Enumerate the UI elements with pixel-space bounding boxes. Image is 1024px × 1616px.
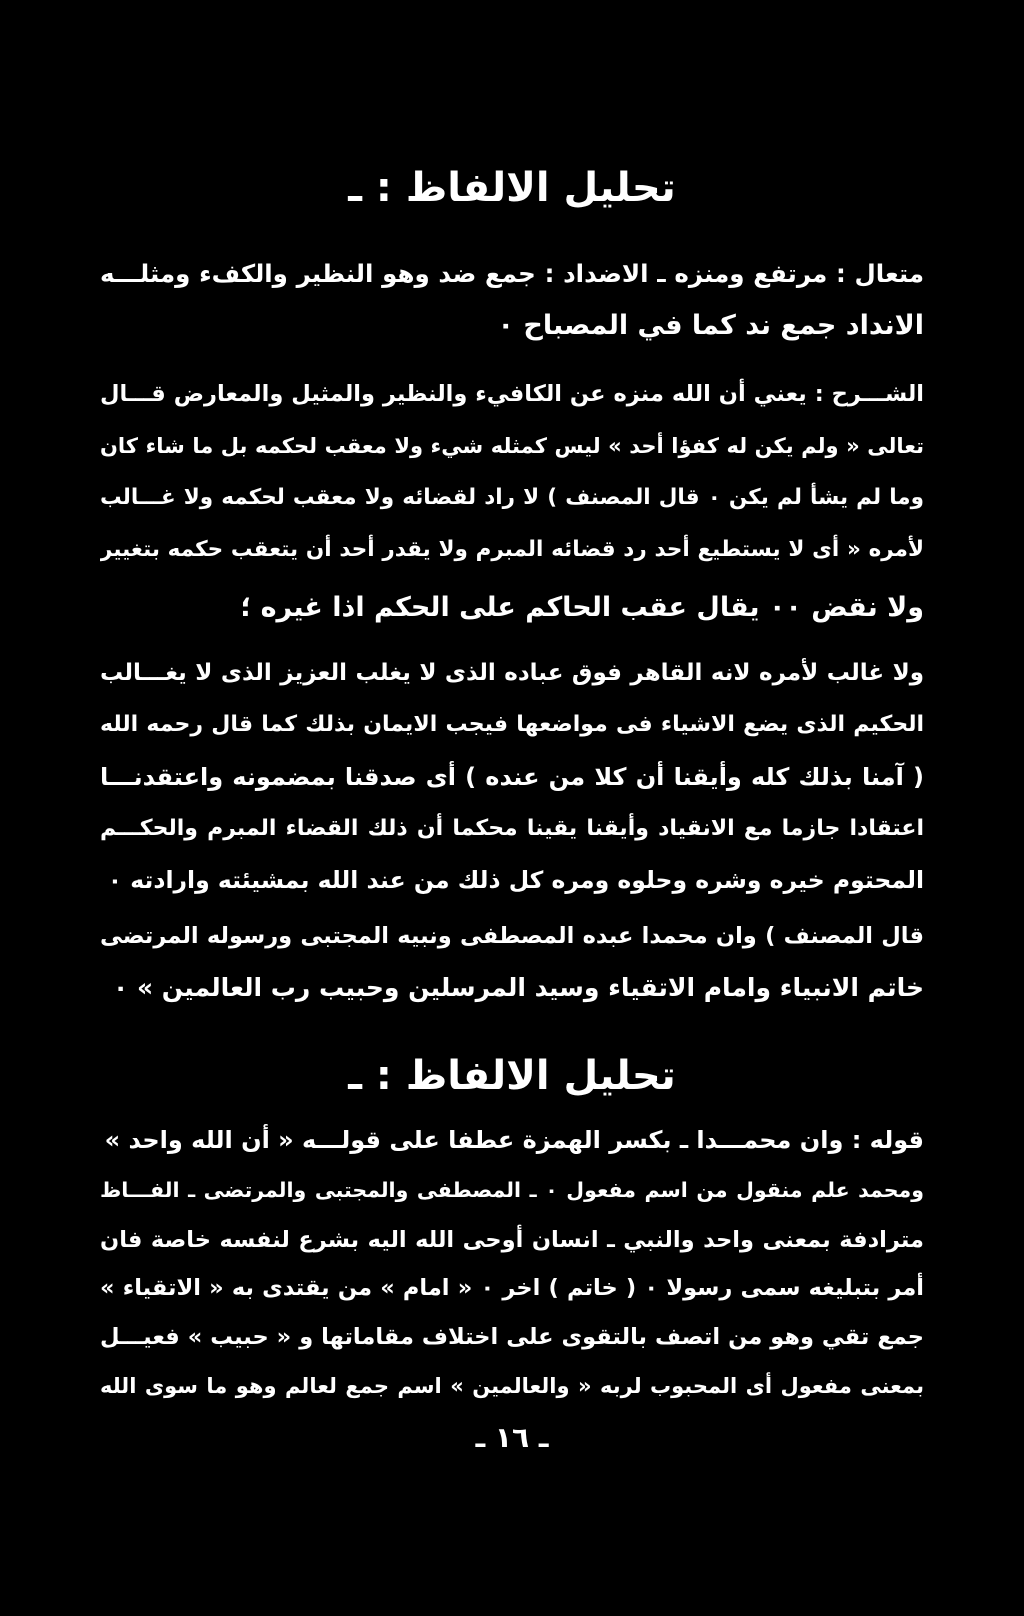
section1-line: الانداد جمع ند كما في المصباح ٠ xyxy=(497,310,924,341)
section1-line: ( آمنا بذلك كله وأيقنا أن كلا من عنده ) أى صدقنا بمضمونه واعتقدنـــا xyxy=(100,763,924,791)
section1-line: لأمره « أى لا يستطيع أحد رد قضائه المبرم ولا يقدر أحد أن يتعقب حكمه بتغيير xyxy=(100,537,924,562)
section2-line: أمر بتبليغه سمى رسولا ٠ ( خاتم ) اخر ٠ « امام » من يقتدى به « الاتقياء » xyxy=(100,1275,924,1301)
section1-quote-line: قال المصنف ) وان محمدا عبده المصطفى ونبيه المجتبى ورسوله المرتضى xyxy=(100,923,924,949)
section1-line: وما لم يشأ لم يكن ٠ قال المصنف ) لا راد لقضائه ولا معقب لحكمه ولا غـــالب xyxy=(100,485,924,510)
section2-heading: تحليل الالفاظ : ـ xyxy=(348,1053,676,1099)
section2-line: قوله : وان محمـــدا ـ بكسر الهمزة عطفا على قولـــه « أن الله واحد » xyxy=(104,1126,924,1154)
section1-line: ولا نقض ٠٠ يقال عقب الحاكم على الحكم اذا غيره ؛ xyxy=(240,592,924,623)
section1-line: ولا غالب لأمره لانه القاهر فوق عباده الذى لا يغلب العزيز الذى لا يغـــالب xyxy=(100,660,924,686)
section1-line: تعالى « ولم يكن له كفؤا أحد » ليس كمثله شيء ولا معقب لحكمه بل ما شاء كان xyxy=(100,434,924,458)
section1-heading: تحليل الالفاظ : ـ xyxy=(348,165,676,211)
section2-line: جمع تقي وهو من اتصف بالتقوى على اختلاف مقاماتها و « حبيب » فعيـــل xyxy=(100,1324,924,1350)
section1-line: المحتوم خيره وشره وحلوه ومره كل ذلك من عند الله بمشيئته وارادته ٠ xyxy=(107,866,924,894)
section1-quote-line: خاتم الانبياء وامام الاتقياء وسيد المرسلين وحبيب رب العالمين » ٠ xyxy=(112,973,924,1002)
page-number: ـ ١٦ ـ xyxy=(475,1421,549,1454)
section1-line: اعتقادا جازما مع الانقياد وأيقنا يقينا محكما أن ذلك القضاء المبرم والحكـــم xyxy=(100,816,924,841)
section2-line: مترادفة بمعنى واحد والنبي ـ انسان أوحى الله اليه بشرع لنفسه خاصة فان xyxy=(100,1227,924,1253)
section1-line: الشـــرح : يعني أن الله منزه عن الكافيء والنظير والمثيل والمعارض قـــال xyxy=(100,381,924,407)
section1-line: الحكيم الذى يضع الاشياء فى مواضعها فيجب الايمان بذلك كما قال رحمه الله xyxy=(100,712,924,737)
section1-line: متعال : مرتفع ومنزه ـ الاضداد : جمع ضد وهو النظير والكفء ومثلـــه xyxy=(100,259,924,288)
section2-line: بمعنى مفعول أى المحبوب لربه « والعالمين » اسم جمع لعالم وهو ما سوى الله xyxy=(100,1374,924,1398)
section2-line: ومحمد علم منقول من اسم مفعول ٠ ـ المصطفى والمجتبى والمرتضى ـ الفـــاظ xyxy=(100,1178,924,1202)
